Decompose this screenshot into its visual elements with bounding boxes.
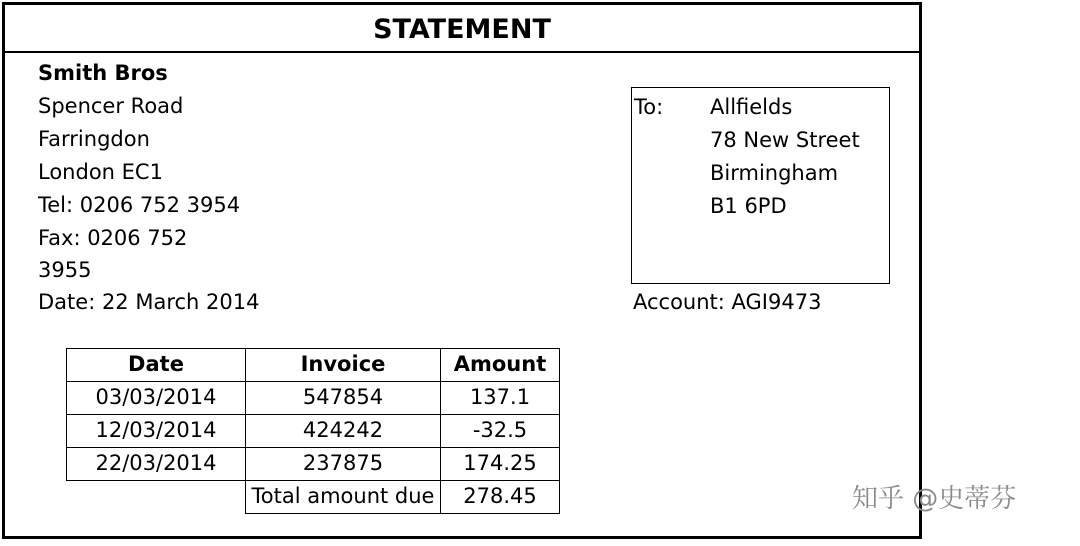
- recipient-box: [631, 87, 890, 284]
- column-header-date: Date: [66, 348, 246, 382]
- table-cell-invoice: 237875: [245, 447, 441, 481]
- column-header-amount: Amount: [440, 348, 560, 382]
- recipient-name: Allfields: [710, 95, 793, 119]
- total-label: Total amount due: [245, 480, 441, 514]
- total-amount: 278.45: [440, 480, 560, 514]
- sender-name: Smith Bros: [38, 61, 168, 85]
- sender-address-line: Spencer Road: [38, 94, 184, 118]
- column-header-invoice: Invoice: [245, 348, 441, 382]
- to-label: To:: [634, 95, 664, 119]
- sender-fax: Fax: 0206 752: [38, 226, 188, 250]
- table-cell-date: 03/03/2014: [66, 381, 246, 415]
- document-title: STATEMENT: [373, 14, 551, 45]
- sender-address-line: Farringdon: [38, 127, 150, 151]
- statement-document: [2, 2, 922, 539]
- statement-date: Date: 22 March 2014: [38, 290, 260, 314]
- recipient-address-line: Birmingham: [710, 161, 839, 185]
- sender-fax-continued: 3955: [38, 258, 92, 282]
- table-cell-invoice: 424242: [245, 414, 441, 448]
- table-cell-date: 12/03/2014: [66, 414, 246, 448]
- sender-address-line: London EC1: [38, 160, 163, 184]
- table-cell-date: 22/03/2014: [66, 447, 246, 481]
- title-bar: [5, 5, 919, 53]
- recipient-postcode: B1 6PD: [710, 194, 787, 218]
- table-cell-amount: 174.25: [440, 447, 560, 481]
- recipient-address-line: 78 New Street: [710, 128, 860, 152]
- table-cell-invoice: 547854: [245, 381, 441, 415]
- table-cell-amount: -32.5: [440, 414, 560, 448]
- account-number: Account: AGI9473: [633, 290, 822, 314]
- sender-tel: Tel: 0206 752 3954: [38, 193, 241, 217]
- table-cell-amount: 137.1: [440, 381, 560, 415]
- watermark-text: 知乎 @史蒂芬: [852, 484, 1017, 514]
